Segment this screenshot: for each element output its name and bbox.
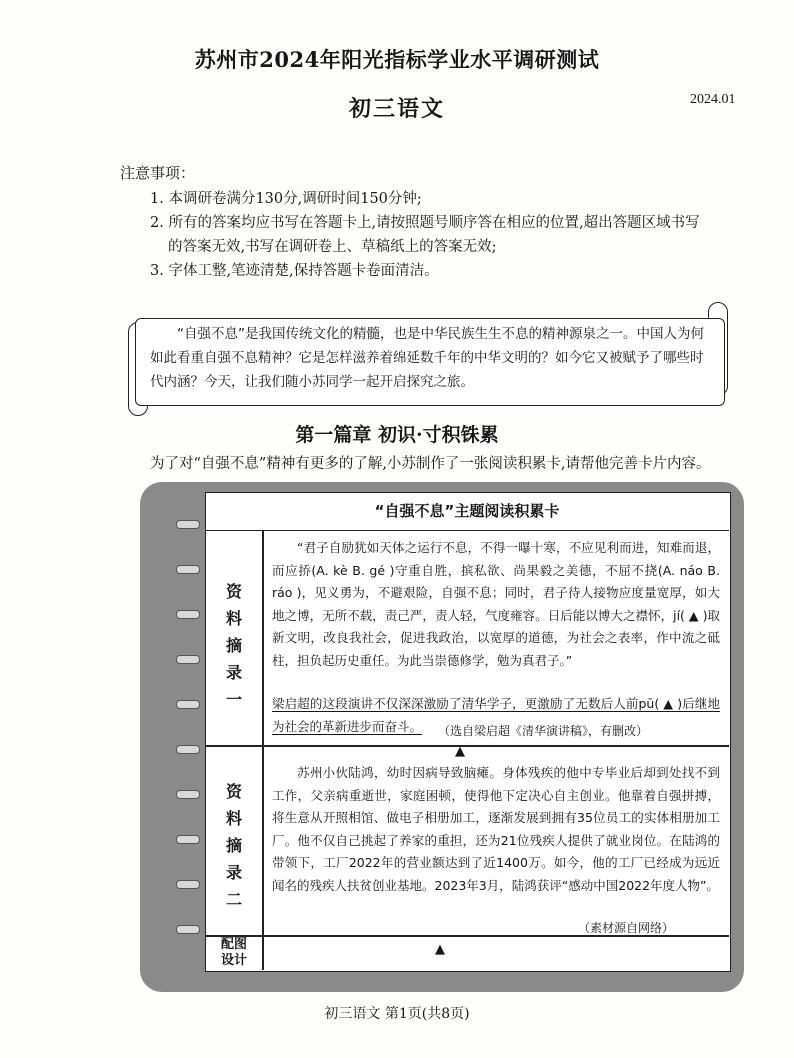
- spiral-ring-icon: [176, 925, 200, 934]
- notice-heading: 注意事项：: [120, 164, 196, 182]
- chapter-title: 第一篇章 初识·寸积铢累: [295, 424, 499, 446]
- exam-date: 2024.01: [690, 92, 736, 107]
- notice-item-2: 2. 所有的答案均应书写在答题卡上,请按照题号顺序答在相应的位置,超出答题区域书写: [150, 215, 700, 231]
- spiral-ring-icon: [176, 565, 200, 574]
- notice-item-1: 1. 本调研卷满分130分,调研时间150分钟;: [150, 191, 422, 207]
- card-column-divider: [262, 530, 264, 970]
- excerpt-one-source: （选自梁启超《清华演讲稿》，有删改）: [438, 724, 649, 738]
- illustration-design-answer-blank[interactable]: ▲: [435, 942, 445, 957]
- card-title: “自强不息”主题阅读积累卡: [205, 492, 729, 531]
- excerpt-one-text-continued: 梁启超的这段演讲不仅深深激励了清华学子，更激励了无数后人前pū( ▲ )后继地为社会的革新进步而奋斗。: [272, 696, 720, 734]
- exam-title: 苏州市2024年阳光指标学业水平调研测试: [194, 47, 600, 72]
- spiral-ring-icon: [176, 745, 200, 754]
- excerpt-two-source: （素材源自网络）: [578, 921, 675, 935]
- excerpt-one-answer-blank[interactable]: ▲: [455, 744, 465, 759]
- notice-item-2-cont: 的答案无效,书写在调研卷上、草稿纸上的答案无效;: [168, 239, 497, 255]
- section-label-excerpt-two: 资 料 摘 录 二: [225, 782, 242, 909]
- spiral-ring-icon: [176, 790, 200, 799]
- section-label-illustration-design: 配图 设计: [220, 937, 247, 968]
- page-footer: 初三语文 第1页(共8页): [324, 1006, 470, 1022]
- spiral-ring-icon: [176, 835, 200, 844]
- spiral-ring-icon: [176, 520, 200, 529]
- card-row-divider: [205, 745, 729, 747]
- spiral-ring-icon: [176, 655, 200, 664]
- exam-subject: 初三语文: [348, 96, 445, 122]
- section-label-excerpt-one: 资 料 摘 录 一: [225, 582, 242, 709]
- spiral-ring-icon: [176, 610, 200, 619]
- excerpt-one-text: “君子自励犹如天体之运行不息，不得一曝十寒，不应见利而进，知难而退，而应挢(A. kè B. gé )守重自胜，摈私欲、尚果毅之美德，不屈不挠(A. náo B. ráo )，见义勇为，不避艰险，自强不息；同时，君子待人接物应度量宽厚，如大地之博，无所不载，责己严，责人轻，气度雍容。日后能以博大之襟怀，jí( ▲ )取新文明，改良我社会，促进我政治，以宽厚的道德，为社会之表率，作中流之砥柱，担负起历史重任。为此当崇德修学，勉为真君子。”: [272, 540, 720, 668]
- intro-scroll-text: “自强不息”是我国传统文化的精髓，也是中华民族生生不息的精神源泉之一。中国人为何如此看重自强不息精神？它是怎样滋养着绵延数千年的中华文明的？如今它又被赋予了哪些时代内涵？今天，让我们随小苏同学一起开启探究之旅。: [150, 326, 704, 390]
- excerpt-two-text: 苏州小伙陆鸿，幼时因病导致脑瘫。身体残疾的他中专毕业后却到处找不到工作，父亲病重逝世，家庭困顿，使得他下定决心自主创业。他靠着自强拼搏，将生意从开照相馆、做电子相册加工，逐渐发展到拥有35位员工的实体相册加工厂。他不仅自己挑起了养家的重担，还为21位残疾人提供了就业岗位。在陆鸿的带领下，工厂2022年的营业额达到了近1400万。如今，他的工厂已经成为远近闻名的残疾人扶贫创业基地。2023年3月，陆鸿获评“感动中国2022年度人物”。: [272, 765, 720, 893]
- notice-item-3: 3. 字体工整,笔迹清楚,保持答题卡卷面清洁。: [150, 263, 439, 279]
- chapter-instructions: 为了对“自强不息”精神有更多的了解,小苏制作了一张阅读积累卡,请帮他完善卡片内容。: [150, 456, 711, 472]
- spiral-ring-icon: [176, 880, 200, 889]
- spiral-ring-icon: [176, 700, 200, 709]
